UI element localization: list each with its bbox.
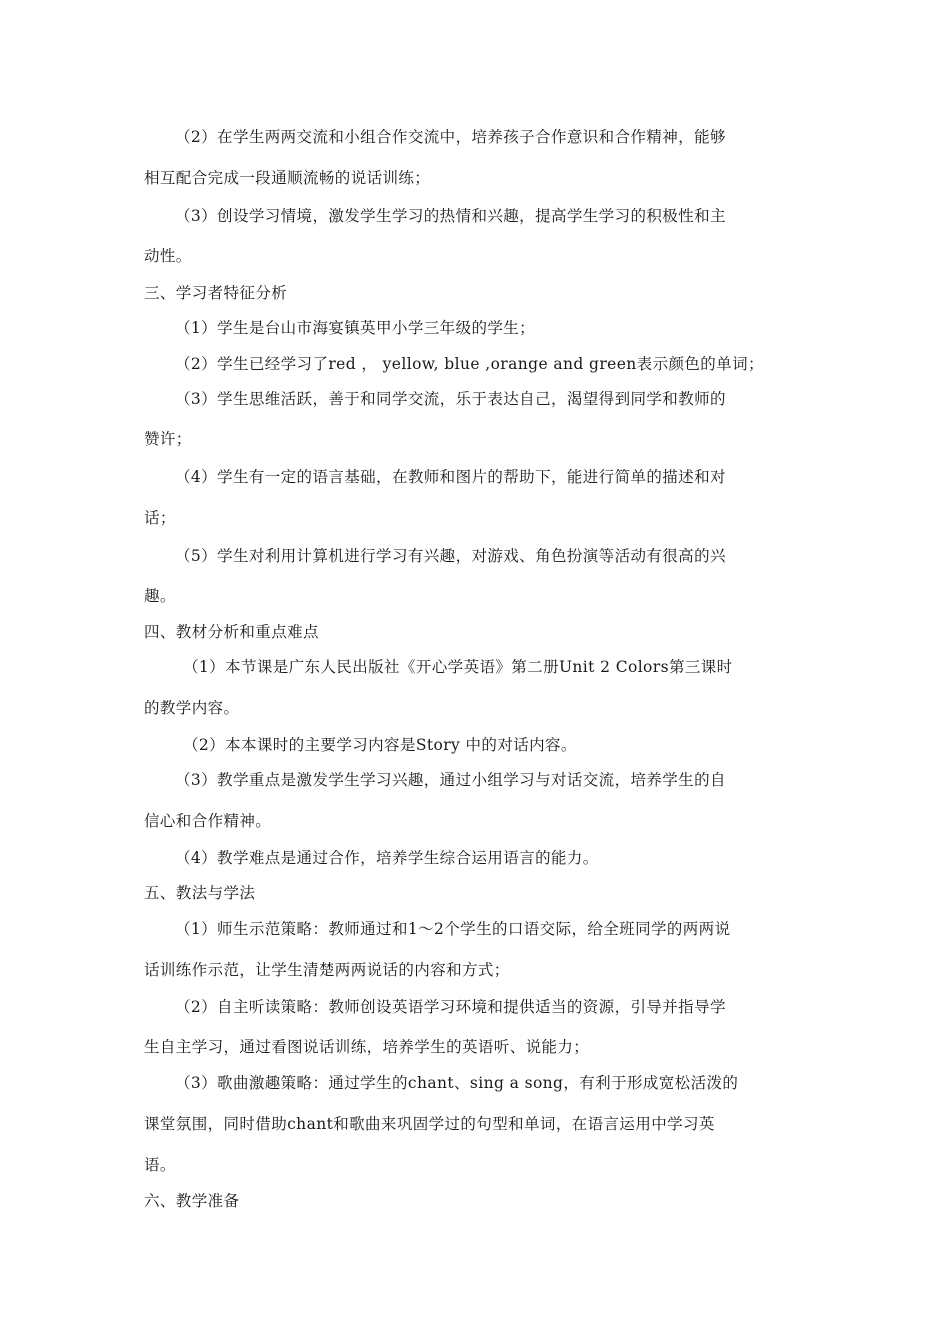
method-item-2-line-1: （2）自主听读策略：教师创设英语学习环境和提供适当的资源，引导并指导学 [175,998,726,1016]
learner-item-4-line-2: 话； [144,509,176,527]
goal-3-line-2: 动性。 [144,247,192,265]
material-item-3-line-2: 信心和合作精神。 [144,812,272,830]
learner-item-4-line-1: （4）学生有一定的语言基础，在教师和图片的帮助下，能进行简单的描述和对 [175,468,726,486]
learner-item-3-line-2: 赞许； [144,430,192,448]
learner-item-5-line-2: 趣。 [144,587,176,605]
learner-item-3-line-1: （3）学生思维活跃，善于和同学交流，乐于表达自己，渴望得到同学和教师的 [175,390,726,408]
goal-3-line-1: （3）创设学习情境，激发学生学习的热情和兴趣，提高学生学习的积极性和主 [175,207,726,225]
learner-item-2: （2）学生已经学习了red ， yellow, blue ,orange and green表示颜色的单词； [175,355,764,373]
section-heading-learner-analysis: 三、学习者特征分析 [144,284,288,302]
section-heading-material-analysis: 四、教材分析和重点难点 [144,623,319,641]
material-item-1-line-1: （1）本节课是广东人民出版社《开心学英语》第二册Unit 2 Colors第三课时 [183,658,733,676]
section-heading-methods: 五、教法与学法 [144,884,256,902]
material-item-1-line-2: 的教学内容。 [144,699,240,717]
method-item-1-line-1: （1）师生示范策略：教师通过和1～2个学生的口语交际，给全班同学的两两说 [175,920,731,938]
learner-item-5-line-1: （5）学生对利用计算机进行学习有兴趣，对游戏、角色扮演等活动有很高的兴 [175,547,726,565]
method-item-2-line-2: 生自主学习，通过看图说话训练，培养学生的英语听、说能力； [144,1038,590,1056]
method-item-3-line-1: （3）歌曲激趣策略：通过学生的chant、sing a song，有利于形成宽松活泼的 [175,1074,739,1092]
material-item-2: （2）本本课时的主要学习内容是Story 中的对话内容。 [183,736,577,754]
goal-2-line-2: 相互配合完成一段通顺流畅的说话训练； [144,169,431,187]
section-heading-preparation: 六、教学准备 [144,1192,240,1210]
material-item-3-line-1: （3）教学重点是激发学生学习兴趣，通过小组学习与对话交流，培养学生的自 [175,771,726,789]
method-item-3-line-2: 课堂氛围，同时借助chant和歌曲来巩固学过的句型和单词，在语言运用中学习英 [144,1115,715,1133]
material-item-4: （4）教学难点是通过合作，培养学生综合运用语言的能力。 [175,849,599,867]
method-item-1-line-2: 话训练作示范，让学生清楚两两说话的内容和方式； [144,961,510,979]
learner-item-1: （1）学生是台山市海宴镇英甲小学三年级的学生； [175,319,536,337]
method-item-3-line-3: 语。 [144,1156,176,1174]
goal-2-line-1: （2）在学生两两交流和小组合作交流中，培养孩子合作意识和合作精神，能够 [175,128,726,146]
